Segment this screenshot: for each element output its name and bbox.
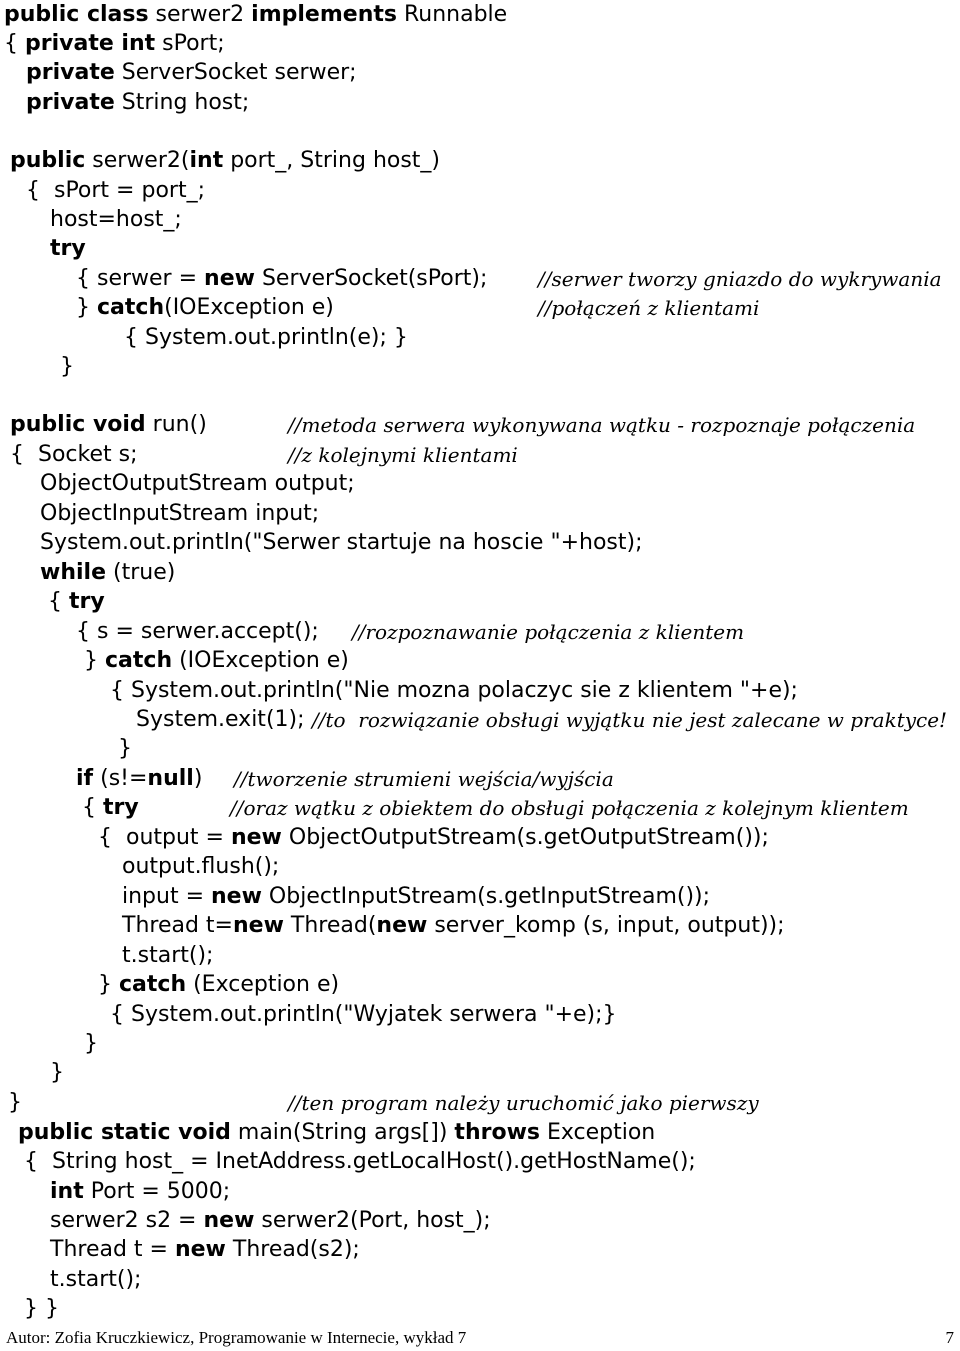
code-text: t.start(); xyxy=(122,943,214,968)
code-keyword: public void xyxy=(10,412,146,437)
code-text: Thread(s2); xyxy=(225,1237,360,1262)
page-footer xyxy=(6,1327,956,1349)
footer-author: Autor: Zofia Kruczkiewicz, Programowanie w Internecie, wykład 7 xyxy=(6,1328,467,1347)
code-line xyxy=(98,823,769,853)
code-line xyxy=(76,617,319,647)
code-text: input = xyxy=(122,884,212,909)
code-text: Thread t = xyxy=(50,1237,175,1262)
code-line xyxy=(24,1294,59,1324)
code-line xyxy=(76,264,487,294)
code-text: ObjectOutputStream output; xyxy=(40,471,355,496)
code-keyword: new xyxy=(230,825,282,850)
code-keyword: new xyxy=(203,1208,255,1233)
code-text: { System.out.println("Nie mozna polaczyc sie z klientem "+e); xyxy=(110,678,798,703)
code-line xyxy=(122,911,785,941)
code-text: { Socket s; xyxy=(10,442,138,467)
code-keyword: catch xyxy=(97,295,165,320)
code-text: Exception xyxy=(539,1120,656,1145)
code-keyword: catch xyxy=(105,648,173,673)
code-text: (true) xyxy=(106,560,176,585)
code-line xyxy=(40,469,355,499)
code-line xyxy=(18,1118,655,1148)
code-text: ) xyxy=(193,766,203,791)
code-text: } xyxy=(50,1060,64,1085)
code-text: } xyxy=(8,1090,22,1115)
code-line xyxy=(10,146,440,176)
code-keyword: try xyxy=(103,795,139,820)
code-line xyxy=(110,676,798,706)
code-keyword: int xyxy=(189,148,224,173)
code-line xyxy=(84,1029,98,1059)
code-text: Thread t= xyxy=(122,913,233,938)
code-line xyxy=(26,176,205,206)
code-text: run() xyxy=(145,412,207,437)
code-line xyxy=(50,1265,141,1295)
code-line xyxy=(76,293,334,323)
code-text: } xyxy=(60,354,74,379)
code-keyword: implements xyxy=(251,2,397,27)
code-keyword: int xyxy=(50,1179,84,1204)
code-keyword: new xyxy=(211,884,262,909)
code-comment: //serwer tworzy gniazdo do wykrywania xyxy=(538,267,942,291)
code-text: sPort; xyxy=(155,31,225,56)
code-comment: //rozpoznawanie połączenia z klientem xyxy=(352,620,745,644)
code-text: { xyxy=(48,589,69,614)
code-keyword: new xyxy=(204,266,255,291)
code-text: ServerSocket serwer; xyxy=(114,60,357,85)
code-comment: //z kolejnymi klientami xyxy=(288,443,518,467)
code-text: serwer2 xyxy=(148,2,252,27)
code-text: { String host_ = InetAddress.getLocalHost().getHostName(); xyxy=(24,1149,696,1174)
code-text: } xyxy=(76,295,97,320)
code-line xyxy=(110,1000,617,1030)
code-comment: //oraz wątku z obiektem do obsługi połączenia z kolejnym klientem xyxy=(230,796,909,820)
code-keyword: new xyxy=(232,913,284,938)
code-text: ObjectInputStream input; xyxy=(40,501,320,526)
code-line xyxy=(122,852,279,882)
code-keyword: throws xyxy=(454,1120,540,1145)
code-keyword: private xyxy=(26,90,115,115)
code-line xyxy=(8,1088,22,1118)
code-line xyxy=(50,1177,230,1207)
code-text: main(String args[]) xyxy=(230,1120,455,1145)
code-line xyxy=(50,1235,360,1265)
code-line xyxy=(50,205,182,235)
code-text: String host; xyxy=(114,90,250,115)
page-number: 7 xyxy=(945,1328,954,1347)
code-comment: //tworzenie strumieni wejścia/wyjścia xyxy=(234,767,614,791)
code-line xyxy=(118,734,132,764)
code-text: System.exit(1); xyxy=(136,707,305,732)
code-keyword: catch xyxy=(119,972,187,997)
code-line xyxy=(40,558,175,588)
code-comment: //połączeń z klientami xyxy=(538,296,760,320)
code-text: { System.out.println(e); } xyxy=(124,325,408,350)
code-text: serwer2( xyxy=(85,148,190,173)
code-line xyxy=(50,234,86,264)
code-text: Runnable xyxy=(396,2,508,27)
code-text: (IOException e) xyxy=(164,295,334,320)
code-line xyxy=(4,29,225,59)
code-text: Thread( xyxy=(283,913,377,938)
code-line xyxy=(124,323,408,353)
code-line xyxy=(84,646,349,676)
code-keyword: private xyxy=(26,60,115,85)
code-text: { output = xyxy=(98,825,231,850)
code-line xyxy=(26,88,249,118)
code-text: { System.out.println("Wyjatek serwera "+e);} xyxy=(110,1002,617,1027)
code-text: serwer2 s2 = xyxy=(50,1208,204,1233)
code-text: ServerSocket(sPort); xyxy=(254,266,488,291)
code-line xyxy=(60,352,74,382)
code-line xyxy=(10,440,138,470)
code-keyword: if xyxy=(76,766,94,791)
code-text: ObjectInputStream(s.getInputStream()); xyxy=(261,884,711,909)
code-comment: //metoda serwera wykonywana wątku - rozpoznaje połączenia xyxy=(288,413,916,437)
code-line xyxy=(98,970,339,1000)
code-text: } } xyxy=(24,1296,59,1321)
code-text: t.start(); xyxy=(50,1267,142,1292)
code-keyword: while xyxy=(40,560,106,585)
code-text: } xyxy=(84,648,105,673)
code-text: System.out.println("Serwer startuje na hoscie "+host); xyxy=(40,530,643,555)
code-text: port_, String host_) xyxy=(223,148,441,173)
code-text: } xyxy=(98,972,119,997)
code-text: (IOException e) xyxy=(172,648,349,673)
code-text: server_komp (s, input, output)); xyxy=(427,913,785,938)
code-keyword: private int xyxy=(25,31,156,56)
code-keyword: public xyxy=(10,148,86,173)
code-keyword: new xyxy=(174,1237,226,1262)
code-comment: //to rozwiązanie obsługi wyjątku nie jest zalecane w praktyce! xyxy=(312,708,948,732)
code-keyword: null xyxy=(147,766,194,791)
code-keyword: new xyxy=(376,913,428,938)
code-keyword: public static void xyxy=(18,1120,231,1145)
code-keyword: public class xyxy=(4,2,149,27)
code-text: serwer2(Port, host_); xyxy=(254,1208,491,1233)
code-keyword: try xyxy=(50,236,86,261)
code-text: { sPort = port_; xyxy=(26,178,205,203)
code-line xyxy=(122,882,710,912)
code-line xyxy=(136,705,305,735)
code-text: output.flush(); xyxy=(122,854,280,879)
code-text: } xyxy=(84,1031,98,1056)
code-line xyxy=(40,528,643,558)
code-text: host=host_; xyxy=(50,207,182,232)
code-text: } xyxy=(118,736,132,761)
code-text: { serwer = xyxy=(76,266,205,291)
code-line xyxy=(122,941,213,971)
code-line xyxy=(82,793,139,823)
code-line xyxy=(76,764,202,794)
code-text: Port = 5000; xyxy=(83,1179,231,1204)
code-line xyxy=(24,1147,696,1177)
code-line xyxy=(40,499,319,529)
code-line xyxy=(10,410,207,440)
code-line xyxy=(48,587,105,617)
code-text: (Exception e) xyxy=(186,972,340,997)
code-line xyxy=(50,1206,491,1236)
code-line xyxy=(50,1058,64,1088)
code-keyword: try xyxy=(69,589,105,614)
code-text: { xyxy=(4,31,25,56)
code-text: (s!= xyxy=(93,766,148,791)
code-line xyxy=(26,58,357,88)
code-text: { xyxy=(82,795,103,820)
code-text: { s = serwer.accept(); xyxy=(76,619,319,644)
code-line xyxy=(4,0,507,30)
code-text: ObjectOutputStream(s.getOutputStream()); xyxy=(281,825,769,850)
code-comment: //ten program należy uruchomić jako pierwszy xyxy=(288,1091,759,1115)
